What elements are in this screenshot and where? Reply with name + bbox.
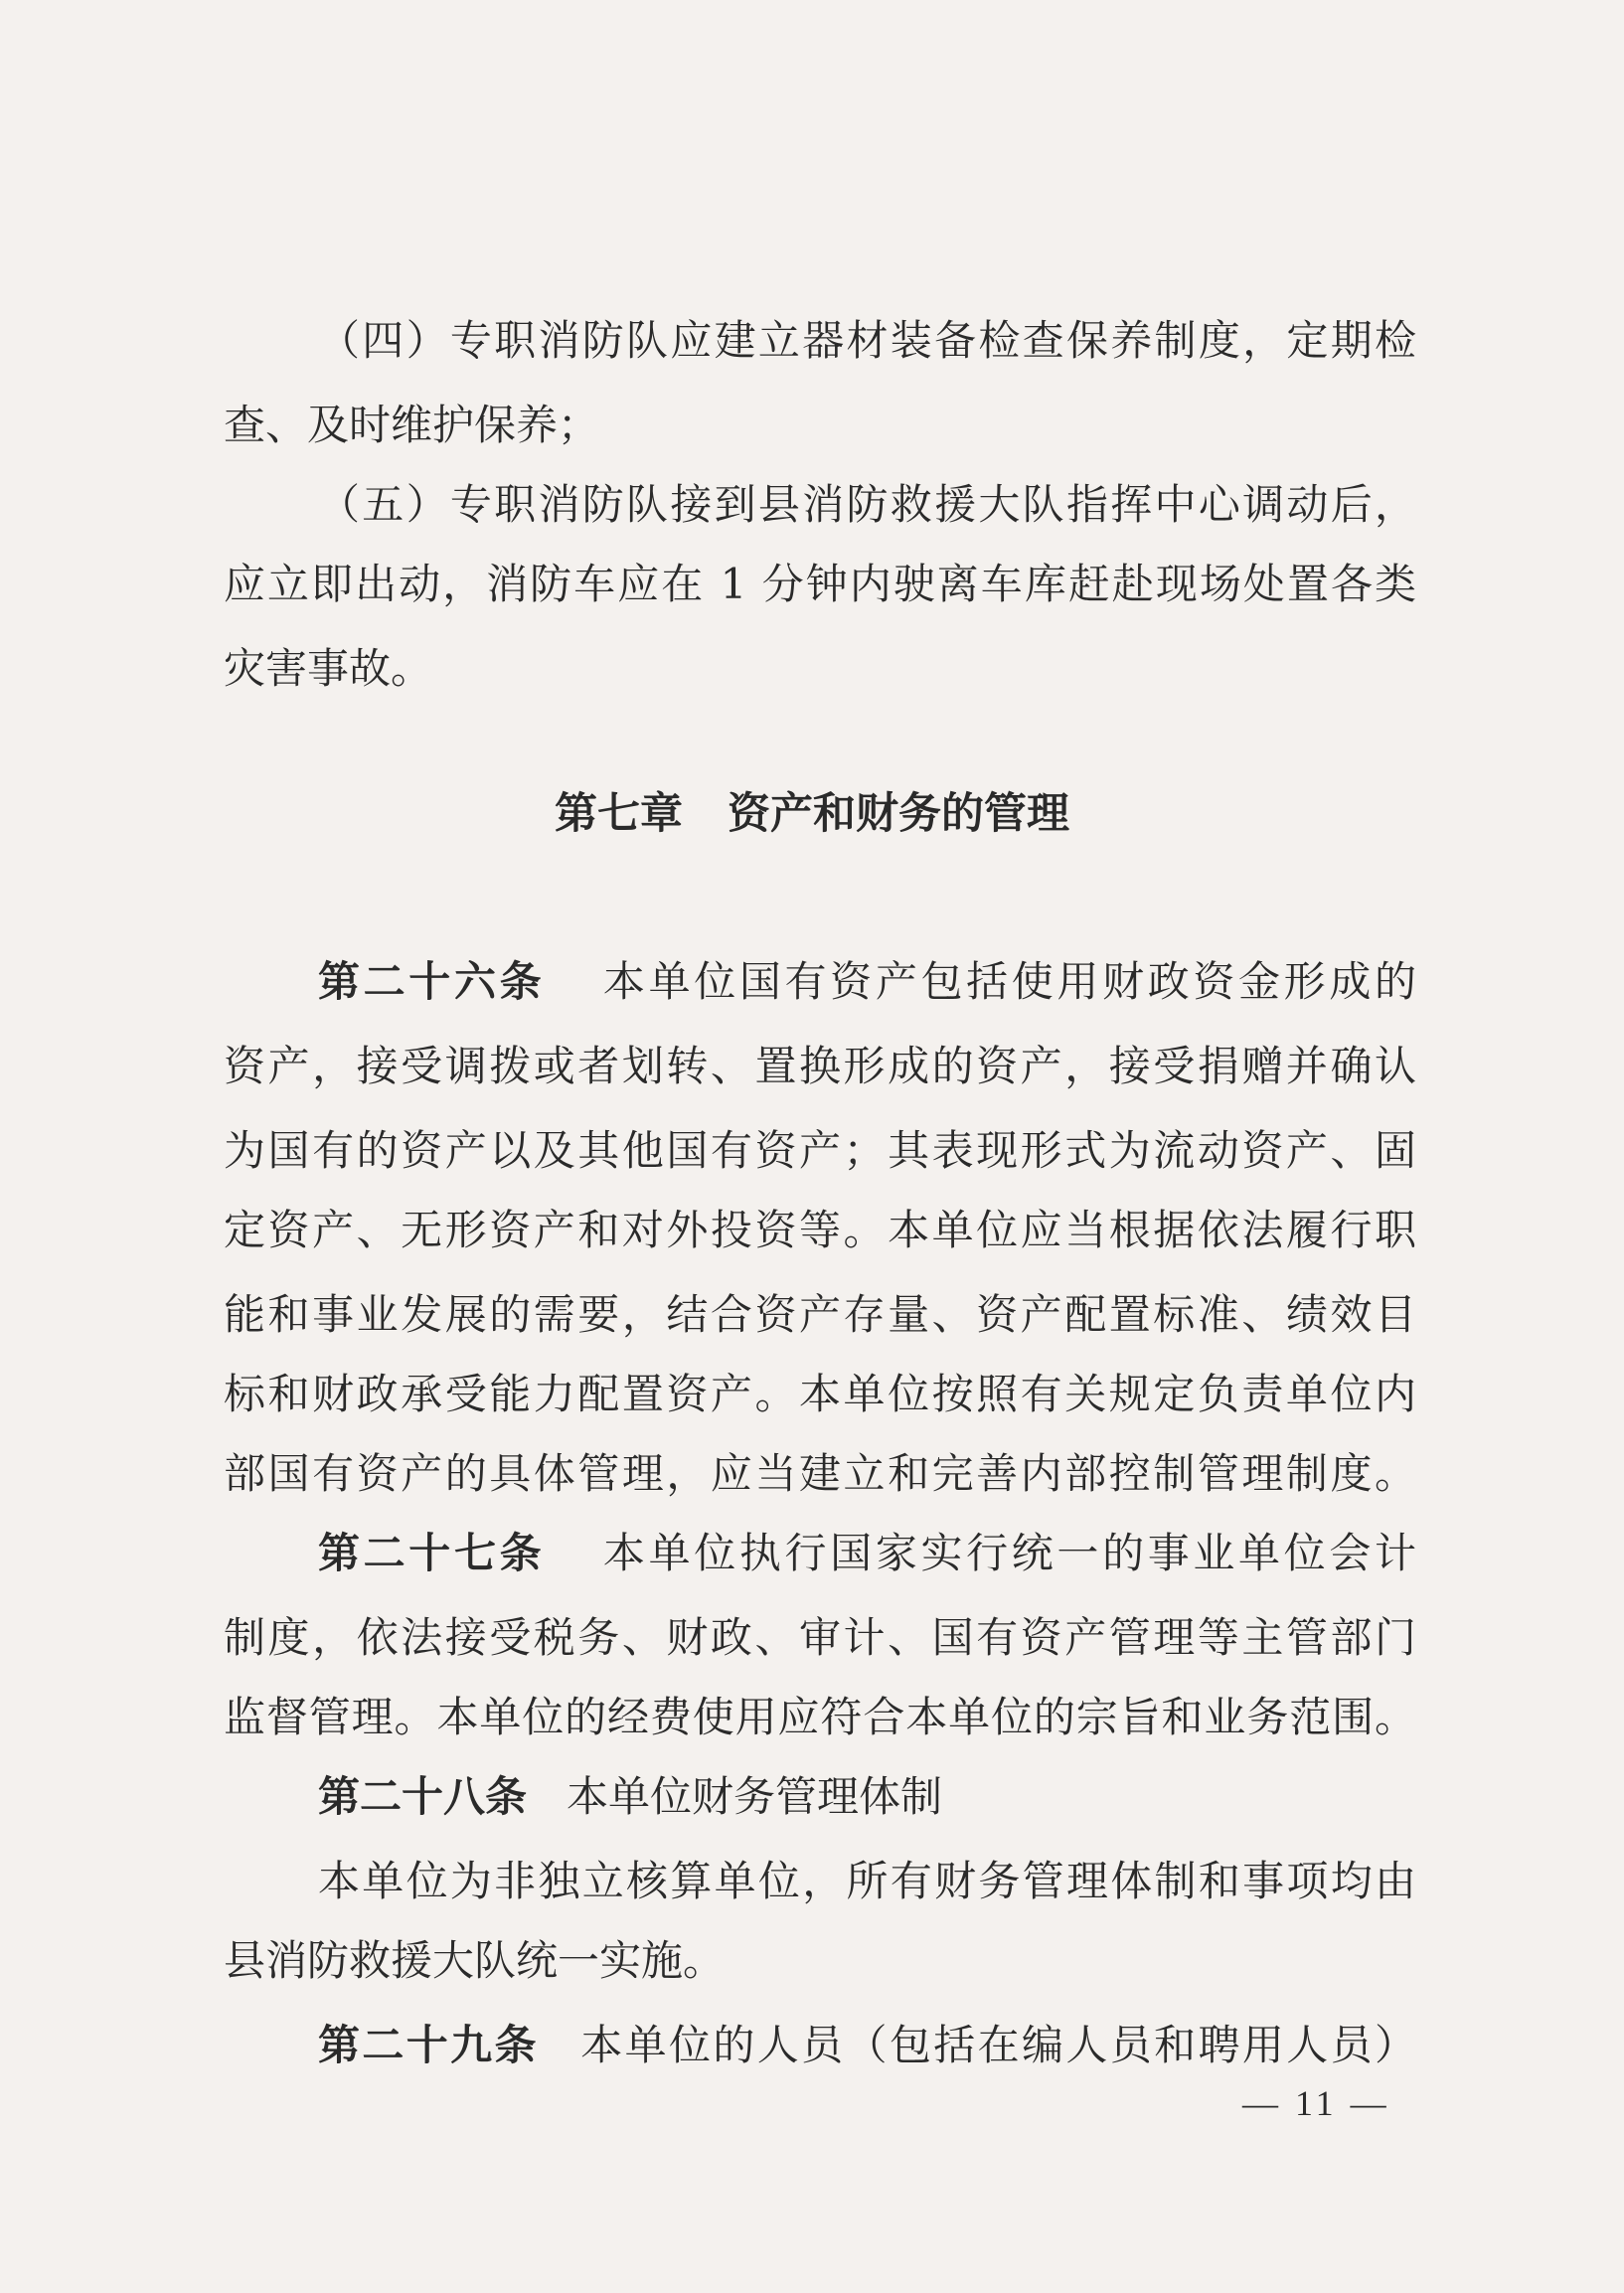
article-26-text: 本单位国有资产包括使用财政资金形成的 xyxy=(599,957,1416,1006)
article-26-line-4: 定资产、无形资产和对外投资等。本单位应当根据依法履行职 xyxy=(224,1206,1416,1254)
article-26-line-1 xyxy=(318,949,1416,1009)
chapter-heading xyxy=(0,780,1624,841)
article-26-line-2: 资产，接受调拨或者划转、置换形成的资产，接受捐赠并确认 xyxy=(224,1042,1416,1090)
paragraph-4-line-2: 查、及时维护保养； xyxy=(224,401,600,449)
article-29-text: 本单位的人员（包括在编人员和聘用人员） xyxy=(577,2021,1416,2069)
article-26-label: 第二十六条 xyxy=(318,957,546,1006)
article-28-line-2: 本单位为非独立核算单位，所有财务管理体制和事项均由 xyxy=(318,1857,1416,1905)
paragraph-5-line-2: 应立即出动，消防车应在 1 分钟内驶离车库赶赴现场处置各类 xyxy=(224,560,1416,608)
article-27-label: 第二十七条 xyxy=(318,1529,546,1577)
article-27-line-1 xyxy=(318,1521,1416,1580)
chapter-number: 第七章 xyxy=(555,789,683,839)
paragraph-5-line-1: （五）专职消防队接到县消防救援大队指挥中心调动后， xyxy=(318,480,1416,529)
article-28-text: 本单位财务管理体制 xyxy=(567,1772,943,1821)
article-26-line-7: 部国有资产的具体管理，应当建立和完善内部控制管理制度。 xyxy=(224,1449,1416,1498)
article-27-line-2: 制度，依法接受税务、财政、审计、国有资产管理等主管部门 xyxy=(224,1613,1416,1662)
paragraph-4-line-1: （四）专职消防队应建立器材装备检查保养制度，定期检 xyxy=(318,316,1416,365)
article-28-label: 第二十八条 xyxy=(318,1772,528,1821)
paragraph-5-line-3: 灾害事故。 xyxy=(224,644,433,693)
article-28-line-1 xyxy=(318,1764,1416,1824)
article-29-line-1 xyxy=(318,2013,1416,2072)
article-27-line-3: 监督管理。本单位的经费使用应符合本单位的宗旨和业务范围。 xyxy=(224,1693,1416,1741)
article-27-text: 本单位执行国家实行统一的事业单位会计 xyxy=(599,1529,1416,1577)
article-26-line-6: 标和财政承受能力配置资产。本单位按照有关规定负责单位内 xyxy=(224,1370,1416,1418)
chapter-title: 资产和财务的管理 xyxy=(728,789,1069,839)
article-26-line-5: 能和事业发展的需要，结合资产存量、资产配置标准、绩效目 xyxy=(224,1290,1416,1339)
page-number: — 11 — xyxy=(1242,2083,1390,2123)
article-26-line-3: 为国有的资产以及其他国有资产；其表现形式为流动资产、固 xyxy=(224,1126,1416,1175)
article-28-line-3: 县消防救援大队统一实施。 xyxy=(224,1936,726,1985)
article-29-label: 第二十九条 xyxy=(318,2021,539,2069)
